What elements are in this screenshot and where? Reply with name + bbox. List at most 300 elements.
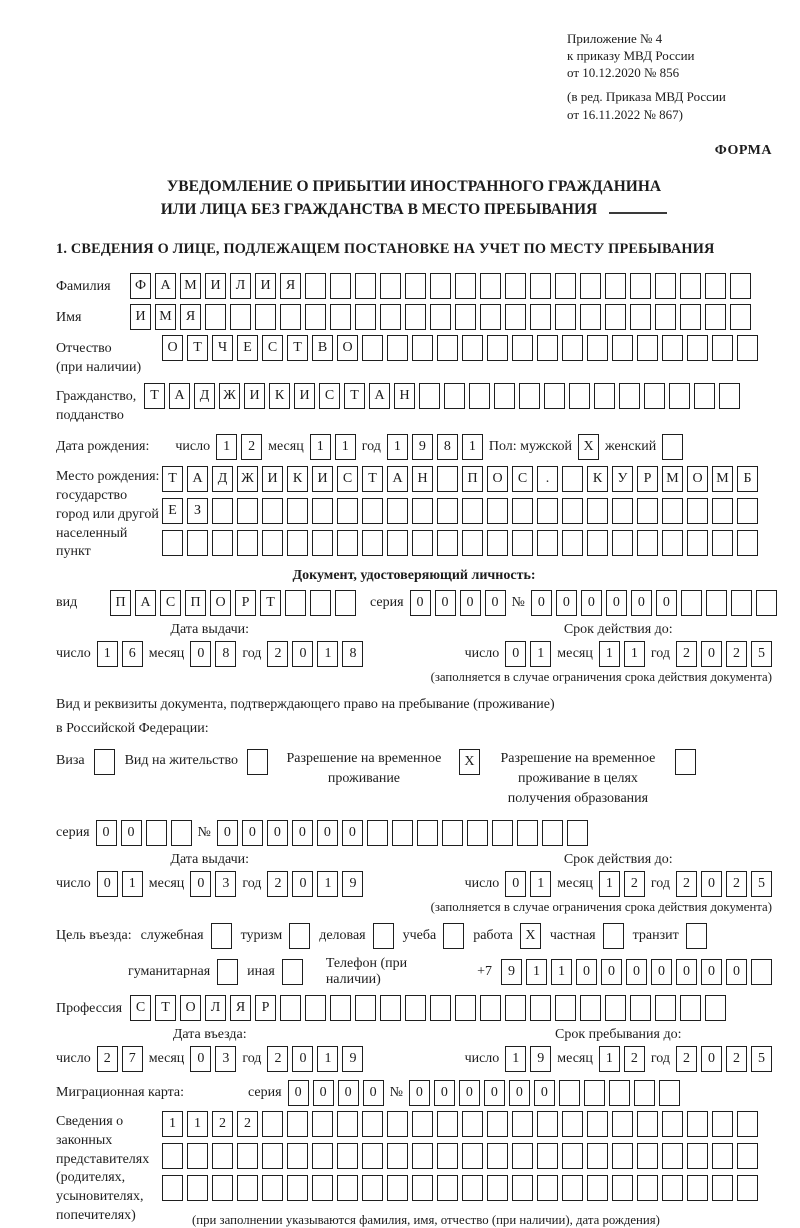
char-cell[interactable] (662, 530, 683, 556)
char-cell[interactable]: 0 (96, 820, 117, 846)
char-cell[interactable]: 2 (237, 1111, 258, 1137)
char-cell[interactable]: 1 (122, 871, 143, 897)
char-cell[interactable]: Я (230, 995, 251, 1021)
char-cell[interactable]: 3 (215, 871, 236, 897)
char-cell[interactable] (237, 1175, 258, 1201)
char-cell[interactable] (330, 304, 351, 330)
char-cell[interactable] (162, 1143, 183, 1169)
char-cell[interactable] (247, 749, 268, 775)
char-cell[interactable] (530, 273, 551, 299)
char-cell[interactable] (387, 530, 408, 556)
char-cell[interactable] (687, 530, 708, 556)
char-cell[interactable] (505, 304, 526, 330)
char-cell[interactable] (562, 498, 583, 524)
char-cell[interactable] (437, 1143, 458, 1169)
char-cell[interactable]: X (520, 923, 541, 949)
char-cell[interactable] (705, 995, 726, 1021)
char-cell[interactable]: Л (230, 273, 251, 299)
char-cell[interactable]: И (294, 383, 315, 409)
char-cell[interactable]: 1 (551, 959, 572, 985)
char-cell[interactable]: 0 (288, 1080, 309, 1106)
char-cell[interactable] (412, 335, 433, 361)
char-cell[interactable]: О (337, 335, 358, 361)
char-cell[interactable] (637, 530, 658, 556)
char-cell[interactable] (205, 304, 226, 330)
char-cell[interactable] (562, 335, 583, 361)
char-cell[interactable] (330, 273, 351, 299)
char-cell[interactable]: 0 (631, 590, 652, 616)
char-cell[interactable] (380, 304, 401, 330)
char-cell[interactable] (669, 383, 690, 409)
char-cell[interactable]: 0 (292, 820, 313, 846)
char-cell[interactable]: Т (287, 335, 308, 361)
char-cell[interactable] (362, 530, 383, 556)
char-cell[interactable] (751, 959, 772, 985)
char-cell[interactable] (680, 304, 701, 330)
char-cell[interactable] (430, 273, 451, 299)
char-cell[interactable] (262, 530, 283, 556)
char-cell[interactable] (462, 1143, 483, 1169)
char-cell[interactable] (330, 995, 351, 1021)
char-cell[interactable] (437, 1175, 458, 1201)
char-cell[interactable]: 5 (751, 871, 772, 897)
char-cell[interactable]: 0 (435, 590, 456, 616)
char-cell[interactable] (262, 1143, 283, 1169)
char-cell[interactable] (537, 1175, 558, 1201)
char-cell[interactable]: 1 (162, 1111, 183, 1137)
char-cell[interactable] (680, 273, 701, 299)
char-cell[interactable] (162, 1175, 183, 1201)
char-cell[interactable] (362, 498, 383, 524)
char-cell[interactable]: И (244, 383, 265, 409)
char-cell[interactable]: 2 (97, 1046, 118, 1072)
char-cell[interactable]: 2 (241, 434, 262, 460)
char-cell[interactable] (487, 1143, 508, 1169)
char-cell[interactable]: 0 (217, 820, 238, 846)
char-cell[interactable] (212, 498, 233, 524)
char-cell[interactable]: И (205, 273, 226, 299)
char-cell[interactable] (537, 1143, 558, 1169)
char-cell[interactable] (212, 1143, 233, 1169)
char-cell[interactable]: 0 (338, 1080, 359, 1106)
char-cell[interactable]: А (155, 273, 176, 299)
char-cell[interactable] (662, 498, 683, 524)
char-cell[interactable]: 5 (751, 641, 772, 667)
char-cell[interactable] (237, 1143, 258, 1169)
char-cell[interactable]: 1 (317, 871, 338, 897)
char-cell[interactable]: 0 (313, 1080, 334, 1106)
char-cell[interactable] (312, 1175, 333, 1201)
char-cell[interactable] (405, 273, 426, 299)
char-cell[interactable] (619, 383, 640, 409)
char-cell[interactable] (487, 335, 508, 361)
char-cell[interactable]: 1 (526, 959, 547, 985)
char-cell[interactable] (367, 820, 388, 846)
char-cell[interactable] (162, 530, 183, 556)
char-cell[interactable]: Т (344, 383, 365, 409)
char-cell[interactable]: 0 (726, 959, 747, 985)
char-cell[interactable] (587, 335, 608, 361)
char-cell[interactable] (337, 1175, 358, 1201)
char-cell[interactable]: 0 (556, 590, 577, 616)
char-cell[interactable]: . (537, 466, 558, 492)
char-cell[interactable] (337, 1111, 358, 1137)
char-cell[interactable]: 5 (751, 1046, 772, 1072)
char-cell[interactable] (706, 590, 727, 616)
char-cell[interactable] (512, 498, 533, 524)
char-cell[interactable] (255, 304, 276, 330)
char-cell[interactable] (555, 273, 576, 299)
char-cell[interactable] (187, 1175, 208, 1201)
char-cell[interactable]: П (185, 590, 206, 616)
char-cell[interactable] (605, 995, 626, 1021)
char-cell[interactable] (675, 749, 696, 775)
char-cell[interactable] (417, 820, 438, 846)
char-cell[interactable] (659, 1080, 680, 1106)
char-cell[interactable] (630, 304, 651, 330)
char-cell[interactable] (362, 335, 383, 361)
char-cell[interactable] (712, 498, 733, 524)
char-cell[interactable]: И (130, 304, 151, 330)
char-cell[interactable]: 0 (485, 590, 506, 616)
char-cell[interactable] (537, 498, 558, 524)
char-cell[interactable] (637, 335, 658, 361)
char-cell[interactable]: 0 (460, 590, 481, 616)
char-cell[interactable] (687, 498, 708, 524)
char-cell[interactable]: 0 (363, 1080, 384, 1106)
char-cell[interactable]: А (135, 590, 156, 616)
char-cell[interactable]: С (160, 590, 181, 616)
char-cell[interactable]: Ф (130, 273, 151, 299)
char-cell[interactable]: 9 (342, 871, 363, 897)
char-cell[interactable] (287, 1143, 308, 1169)
char-cell[interactable]: Я (180, 304, 201, 330)
char-cell[interactable]: 2 (267, 1046, 288, 1072)
char-cell[interactable]: Т (260, 590, 281, 616)
char-cell[interactable]: С (337, 466, 358, 492)
char-cell[interactable] (335, 590, 356, 616)
char-cell[interactable] (280, 304, 301, 330)
char-cell[interactable]: Р (255, 995, 276, 1021)
char-cell[interactable] (262, 1111, 283, 1137)
char-cell[interactable] (612, 335, 633, 361)
char-cell[interactable]: 0 (242, 820, 263, 846)
char-cell[interactable] (387, 1175, 408, 1201)
char-cell[interactable]: А (369, 383, 390, 409)
char-cell[interactable] (681, 590, 702, 616)
char-cell[interactable]: 0 (606, 590, 627, 616)
char-cell[interactable]: 8 (342, 641, 363, 667)
char-cell[interactable] (580, 995, 601, 1021)
char-cell[interactable] (655, 304, 676, 330)
char-cell[interactable] (412, 1143, 433, 1169)
char-cell[interactable]: 0 (626, 959, 647, 985)
char-cell[interactable]: Т (187, 335, 208, 361)
char-cell[interactable]: А (187, 466, 208, 492)
char-cell[interactable] (559, 1080, 580, 1106)
char-cell[interactable] (387, 335, 408, 361)
char-cell[interactable]: 0 (434, 1080, 455, 1106)
char-cell[interactable]: 1 (335, 434, 356, 460)
char-cell[interactable] (603, 923, 624, 949)
char-cell[interactable] (512, 335, 533, 361)
char-cell[interactable] (287, 1175, 308, 1201)
char-cell[interactable]: 0 (601, 959, 622, 985)
char-cell[interactable]: Т (155, 995, 176, 1021)
char-cell[interactable] (230, 304, 251, 330)
char-cell[interactable]: А (169, 383, 190, 409)
char-cell[interactable] (712, 1111, 733, 1137)
char-cell[interactable]: Ч (212, 335, 233, 361)
char-cell[interactable] (467, 820, 488, 846)
char-cell[interactable]: Е (237, 335, 258, 361)
char-cell[interactable] (542, 820, 563, 846)
char-cell[interactable] (469, 383, 490, 409)
char-cell[interactable] (492, 820, 513, 846)
char-cell[interactable] (217, 959, 238, 985)
char-cell[interactable]: Б (737, 466, 758, 492)
char-cell[interactable] (171, 820, 192, 846)
char-cell[interactable]: X (459, 749, 480, 775)
char-cell[interactable]: 3 (215, 1046, 236, 1072)
char-cell[interactable]: 1 (187, 1111, 208, 1137)
char-cell[interactable]: 2 (267, 641, 288, 667)
char-cell[interactable] (387, 1143, 408, 1169)
char-cell[interactable]: 2 (726, 1046, 747, 1072)
char-cell[interactable]: О (180, 995, 201, 1021)
char-cell[interactable] (705, 273, 726, 299)
char-cell[interactable]: М (712, 466, 733, 492)
char-cell[interactable] (537, 530, 558, 556)
char-cell[interactable]: Я (280, 273, 301, 299)
char-cell[interactable] (212, 530, 233, 556)
char-cell[interactable] (437, 1111, 458, 1137)
char-cell[interactable] (562, 1175, 583, 1201)
char-cell[interactable] (662, 434, 683, 460)
char-cell[interactable] (305, 304, 326, 330)
char-cell[interactable]: 1 (530, 871, 551, 897)
char-cell[interactable] (289, 923, 310, 949)
char-cell[interactable] (712, 530, 733, 556)
char-cell[interactable]: М (155, 304, 176, 330)
char-cell[interactable]: 1 (505, 1046, 526, 1072)
char-cell[interactable] (362, 1143, 383, 1169)
char-cell[interactable]: 2 (676, 641, 697, 667)
char-cell[interactable] (419, 383, 440, 409)
char-cell[interactable]: И (255, 273, 276, 299)
char-cell[interactable]: С (319, 383, 340, 409)
char-cell[interactable]: 0 (292, 871, 313, 897)
char-cell[interactable]: 1 (599, 1046, 620, 1072)
char-cell[interactable] (737, 530, 758, 556)
char-cell[interactable]: 0 (509, 1080, 530, 1106)
char-cell[interactable]: 2 (676, 871, 697, 897)
char-cell[interactable] (487, 530, 508, 556)
char-cell[interactable]: 0 (97, 871, 118, 897)
char-cell[interactable] (737, 498, 758, 524)
char-cell[interactable] (587, 1175, 608, 1201)
char-cell[interactable] (512, 1175, 533, 1201)
char-cell[interactable] (519, 383, 540, 409)
char-cell[interactable] (312, 1143, 333, 1169)
char-cell[interactable] (512, 530, 533, 556)
char-cell[interactable]: З (187, 498, 208, 524)
char-cell[interactable] (730, 304, 751, 330)
char-cell[interactable] (537, 1111, 558, 1137)
char-cell[interactable] (262, 1175, 283, 1201)
char-cell[interactable] (405, 304, 426, 330)
char-cell[interactable]: 1 (624, 641, 645, 667)
char-cell[interactable] (637, 1143, 658, 1169)
char-cell[interactable]: 6 (122, 641, 143, 667)
char-cell[interactable] (680, 995, 701, 1021)
char-cell[interactable] (737, 335, 758, 361)
char-cell[interactable] (584, 1080, 605, 1106)
char-cell[interactable] (609, 1080, 630, 1106)
char-cell[interactable] (437, 498, 458, 524)
char-cell[interactable] (287, 530, 308, 556)
char-cell[interactable]: П (462, 466, 483, 492)
char-cell[interactable]: 0 (484, 1080, 505, 1106)
char-cell[interactable] (719, 383, 740, 409)
char-cell[interactable] (337, 498, 358, 524)
char-cell[interactable]: 0 (534, 1080, 555, 1106)
char-cell[interactable]: 0 (121, 820, 142, 846)
char-cell[interactable] (687, 1111, 708, 1137)
char-cell[interactable] (392, 820, 413, 846)
char-cell[interactable]: 0 (701, 641, 722, 667)
char-cell[interactable]: 2 (726, 641, 747, 667)
char-cell[interactable] (237, 530, 258, 556)
char-cell[interactable]: 1 (97, 641, 118, 667)
char-cell[interactable]: С (262, 335, 283, 361)
char-cell[interactable]: 9 (412, 434, 433, 460)
char-cell[interactable]: В (312, 335, 333, 361)
char-cell[interactable] (587, 1143, 608, 1169)
char-cell[interactable]: Т (162, 466, 183, 492)
char-cell[interactable] (580, 304, 601, 330)
char-cell[interactable] (580, 273, 601, 299)
char-cell[interactable]: 0 (190, 641, 211, 667)
char-cell[interactable] (287, 1111, 308, 1137)
char-cell[interactable]: 0 (317, 820, 338, 846)
char-cell[interactable]: 0 (267, 820, 288, 846)
char-cell[interactable]: К (287, 466, 308, 492)
char-cell[interactable] (605, 273, 626, 299)
char-cell[interactable] (587, 498, 608, 524)
char-cell[interactable] (412, 530, 433, 556)
char-cell[interactable] (444, 383, 465, 409)
char-cell[interactable]: 1 (599, 641, 620, 667)
char-cell[interactable]: 1 (530, 641, 551, 667)
char-cell[interactable] (211, 923, 232, 949)
char-cell[interactable] (687, 335, 708, 361)
char-cell[interactable]: 0 (292, 1046, 313, 1072)
char-cell[interactable] (712, 1143, 733, 1169)
char-cell[interactable] (312, 530, 333, 556)
char-cell[interactable] (487, 1175, 508, 1201)
char-cell[interactable] (562, 466, 583, 492)
char-cell[interactable]: 1 (317, 641, 338, 667)
char-cell[interactable] (212, 1175, 233, 1201)
char-cell[interactable]: 1 (216, 434, 237, 460)
char-cell[interactable] (412, 1175, 433, 1201)
char-cell[interactable]: О (162, 335, 183, 361)
char-cell[interactable]: 2 (624, 871, 645, 897)
char-cell[interactable]: О (210, 590, 231, 616)
char-cell[interactable]: И (312, 466, 333, 492)
char-cell[interactable] (562, 1143, 583, 1169)
char-cell[interactable]: Т (144, 383, 165, 409)
char-cell[interactable] (662, 1143, 683, 1169)
char-cell[interactable]: О (487, 466, 508, 492)
char-cell[interactable] (731, 590, 752, 616)
char-cell[interactable] (280, 995, 301, 1021)
char-cell[interactable] (237, 498, 258, 524)
char-cell[interactable] (712, 1175, 733, 1201)
char-cell[interactable] (337, 1143, 358, 1169)
char-cell[interactable] (312, 498, 333, 524)
char-cell[interactable] (512, 1111, 533, 1137)
char-cell[interactable] (655, 995, 676, 1021)
char-cell[interactable] (430, 995, 451, 1021)
char-cell[interactable] (612, 498, 633, 524)
char-cell[interactable] (462, 1111, 483, 1137)
char-cell[interactable]: 7 (122, 1046, 143, 1072)
char-cell[interactable]: 0 (505, 871, 526, 897)
char-cell[interactable] (462, 498, 483, 524)
char-cell[interactable] (412, 498, 433, 524)
char-cell[interactable] (662, 1175, 683, 1201)
char-cell[interactable] (146, 820, 167, 846)
char-cell[interactable] (555, 995, 576, 1021)
char-cell[interactable]: 0 (676, 959, 697, 985)
char-cell[interactable] (605, 304, 626, 330)
char-cell[interactable] (686, 923, 707, 949)
char-cell[interactable] (637, 498, 658, 524)
char-cell[interactable] (282, 959, 303, 985)
char-cell[interactable] (480, 273, 501, 299)
char-cell[interactable]: 2 (212, 1111, 233, 1137)
char-cell[interactable] (455, 273, 476, 299)
char-cell[interactable] (487, 1111, 508, 1137)
char-cell[interactable]: 2 (624, 1046, 645, 1072)
char-cell[interactable] (530, 995, 551, 1021)
char-cell[interactable] (587, 530, 608, 556)
char-cell[interactable]: 0 (190, 1046, 211, 1072)
char-cell[interactable] (487, 498, 508, 524)
char-cell[interactable] (562, 530, 583, 556)
char-cell[interactable] (630, 995, 651, 1021)
char-cell[interactable]: С (512, 466, 533, 492)
char-cell[interactable]: А (387, 466, 408, 492)
char-cell[interactable] (437, 530, 458, 556)
char-cell[interactable]: 0 (581, 590, 602, 616)
char-cell[interactable]: Р (637, 466, 658, 492)
char-cell[interactable] (737, 1143, 758, 1169)
char-cell[interactable] (544, 383, 565, 409)
char-cell[interactable] (687, 1143, 708, 1169)
char-cell[interactable]: П (110, 590, 131, 616)
char-cell[interactable]: 0 (656, 590, 677, 616)
char-cell[interactable] (442, 820, 463, 846)
char-cell[interactable] (737, 1175, 758, 1201)
char-cell[interactable] (187, 1143, 208, 1169)
char-cell[interactable]: X (578, 434, 599, 460)
char-cell[interactable]: И (262, 466, 283, 492)
char-cell[interactable] (517, 820, 538, 846)
char-cell[interactable] (480, 304, 501, 330)
